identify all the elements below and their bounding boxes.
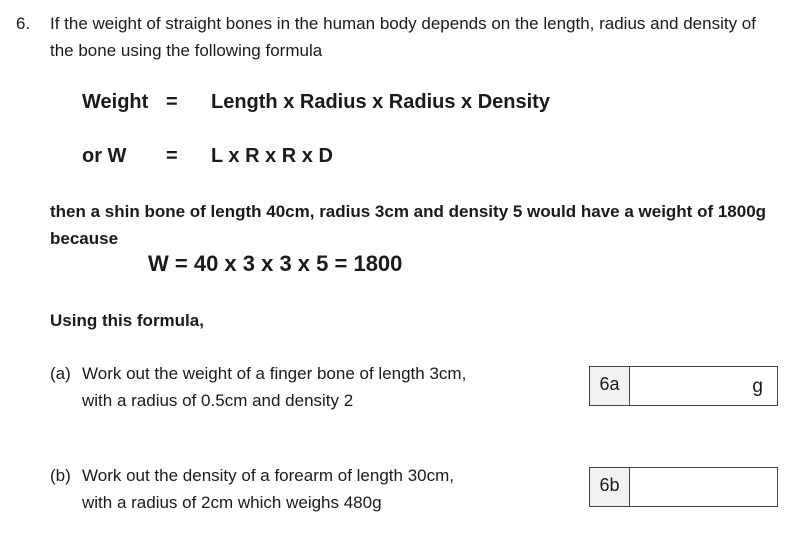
formula-symbols-rhs: L x R x R x D	[211, 145, 333, 167]
answer-box-6b-label: 6b	[590, 468, 630, 506]
answer-box-6b	[589, 467, 778, 507]
part-a-line-2: with a radius of 0.5cm and density 2	[82, 391, 354, 410]
example-line-1: then a shin bone of length 40cm, radius 3cm and density 5 would have a weight of 1800g	[50, 202, 767, 221]
question-number: 6.	[16, 14, 31, 33]
formula-words-equals: =	[166, 91, 178, 113]
formula-words-rhs: Length x Radius x Radius x Density	[211, 91, 550, 113]
instruction-text: Using this formula,	[50, 311, 204, 330]
question-intro-line-1: If the weight of straight bones in the human body depends on the length, radius and density of	[50, 14, 756, 33]
example-line-2: because	[50, 229, 119, 248]
formula-symbols-equals: =	[166, 145, 178, 167]
example-calculation: W = 40 x 3 x 3 x 5 = 1800	[148, 251, 403, 276]
answer-field-6b[interactable]	[630, 468, 777, 506]
answer-unit-6a: g	[752, 376, 763, 397]
question-intro-line-2: the bone using the following formula	[50, 41, 323, 60]
part-a-line-1: Work out the weight of a finger bone of length 3cm,	[82, 364, 467, 383]
part-a-label: (a)	[50, 364, 71, 383]
answer-box-6a	[589, 366, 778, 406]
part-b-line-2: with a radius of 2cm which weighs 480g	[82, 493, 382, 512]
formula-words-lhs: Weight	[82, 91, 149, 113]
part-b-label: (b)	[50, 466, 71, 485]
answer-field-6a[interactable]	[630, 367, 777, 405]
part-b-line-1: Work out the density of a forearm of length 30cm,	[82, 466, 454, 485]
answer-box-6a-label: 6a	[590, 367, 630, 405]
formula-symbols-lhs: or W	[82, 145, 127, 167]
